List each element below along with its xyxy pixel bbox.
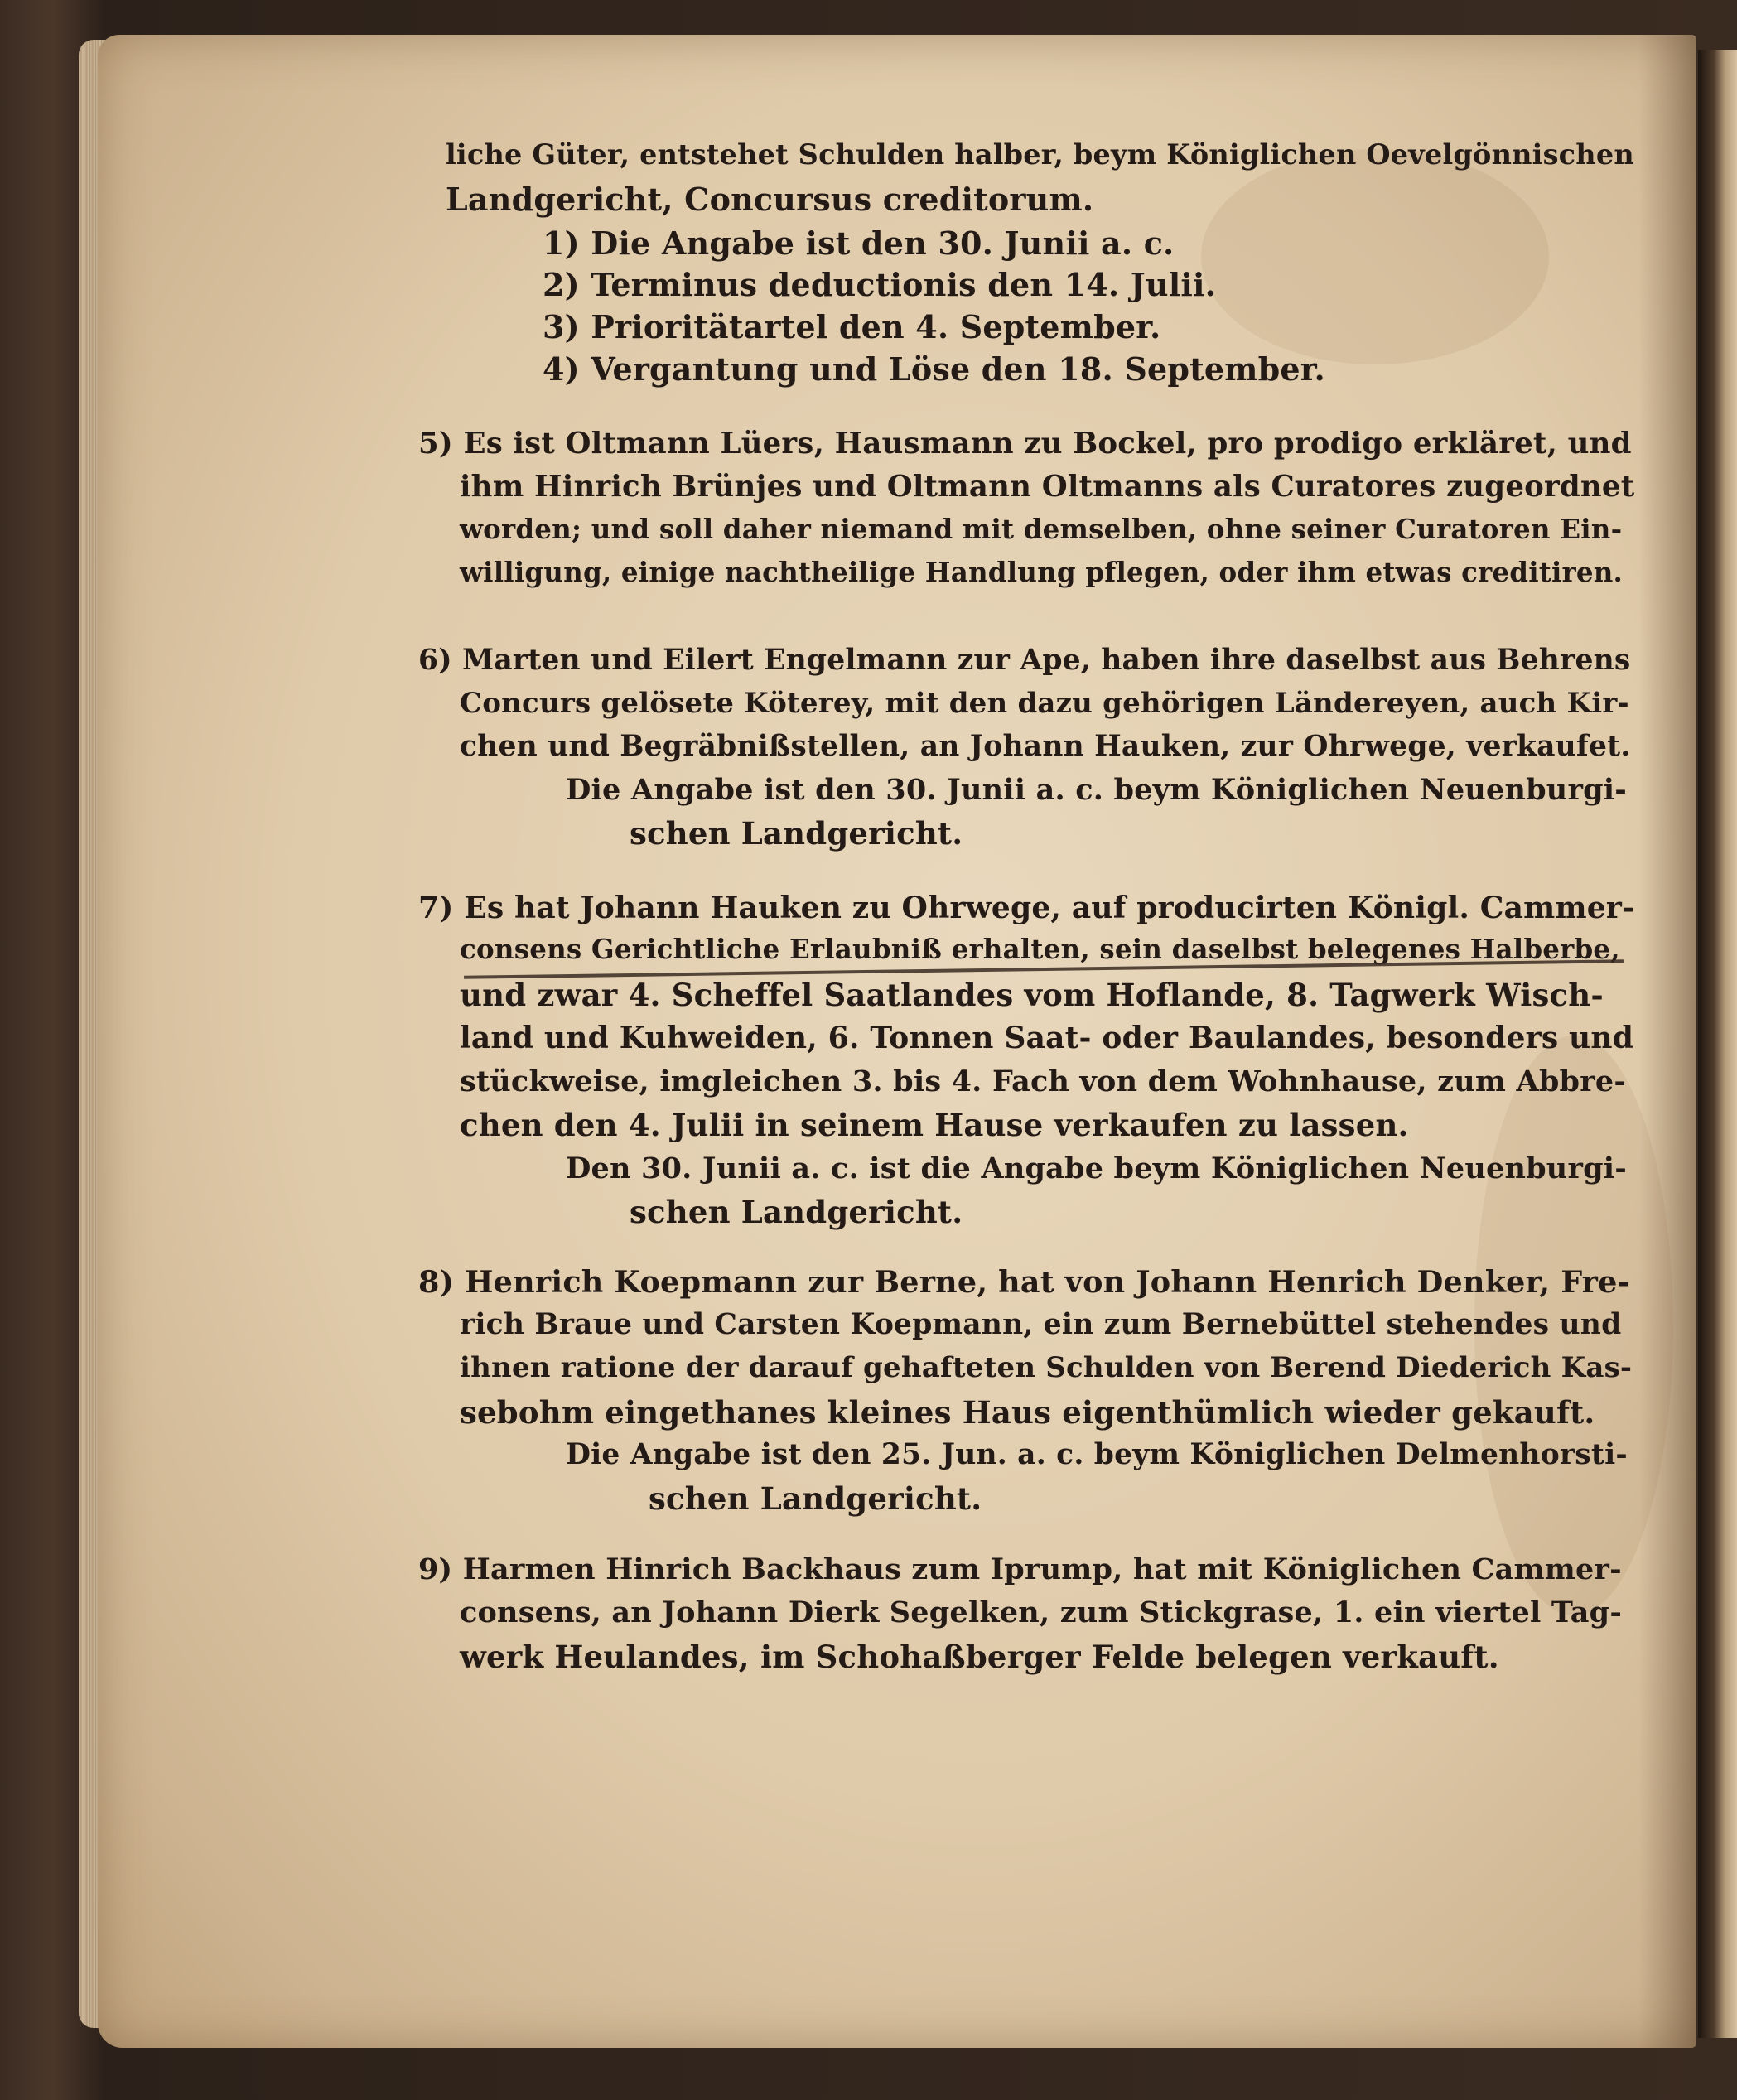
list-item: 4) Vergantung und Löse den 18. September. bbox=[543, 350, 1325, 388]
entry-7-line: 7) Es hat Johann Hauken zu Ohrwege, auf producirten Königl. Cammer- bbox=[418, 891, 1635, 925]
entry-8-line: Die Angabe ist den 25. Jun. a. c. beym Königlichen Delmenhorsti- bbox=[566, 1438, 1628, 1471]
entry-9-line: consens, an Johann Dierk Segelken, zum Stickgrase, 1. ein viertel Tag- bbox=[460, 1596, 1623, 1629]
entry-8-line: sebohm eingethanes kleines Haus eigenthümlich wieder gekauft. bbox=[460, 1394, 1595, 1431]
entry-8-line: 8) Henrich Koepmann zur Berne, hat von Johann Henrich Denker, Fre- bbox=[418, 1264, 1630, 1300]
entry-7-line: schen Landgericht. bbox=[630, 1194, 963, 1230]
entry-7-line: Den 30. Junii a. c. ist die Angabe beym Königlichen Neuenburgi- bbox=[566, 1151, 1627, 1185]
entry-9-line: werk Heulandes, im Schohaßberger Felde belegen verkauft. bbox=[460, 1639, 1499, 1675]
entry-8-line: rich Braue und Carsten Koepmann, ein zum Bernebüttel stehendes und bbox=[460, 1308, 1622, 1341]
entry-7-line: consens Gerichtliche Erlaubniß erhalten, sein daselbst belegenes Halberbe, bbox=[460, 933, 1620, 965]
list-item: 2) Terminus deductionis den 14. Julii. bbox=[543, 266, 1217, 303]
entry-8-line: schen Landgericht. bbox=[649, 1480, 982, 1517]
entry-9-line: 9) Harmen Hinrich Backhaus zum Iprump, hat mit Königlichen Cammer- bbox=[418, 1552, 1622, 1586]
entry-8-line: ihnen ratione der darauf gehafteten Schulden von Berend Diederich Kas- bbox=[460, 1351, 1633, 1384]
entry-7-line: und zwar 4. Scheffel Saatlandes vom Hoflande, 8. Tagwerk Wisch- bbox=[460, 977, 1604, 1013]
entry-6-line: schen Landgericht. bbox=[630, 815, 963, 852]
entry-7-line: land und Kuhweiden, 6. Tonnen Saat- oder Baulandes, besonders und bbox=[460, 1021, 1634, 1055]
entry-5-line: worden; und soll daher niemand mit demselben, ohne seiner Curatoren Ein- bbox=[460, 513, 1623, 545]
text-line: liche Güter, entstehet Schulden halber, beym Königlichen Oevelgönnischen bbox=[446, 138, 1634, 171]
entry-7-line: chen den 4. Julii in seinem Hause verkaufen zu lassen. bbox=[460, 1107, 1409, 1143]
entry-5-line: ihm Hinrich Brünjes und Oltmann Oltmanns als Curatores zugeordnet bbox=[460, 470, 1635, 504]
entry-5-line: willigung, einige nachtheilige Handlung pflegen, oder ihm etwas creditiren. bbox=[460, 556, 1624, 588]
list-item: 3) Prioritätartel den 4. September. bbox=[543, 308, 1161, 345]
entry-6-line: Die Angabe ist den 30. Junii a. c. beym Königlichen Neuenburgi- bbox=[566, 773, 1627, 807]
entry-6-line: chen und Begräbnißstellen, an Johann Hauken, zur Ohrwege, verkaufet. bbox=[460, 730, 1631, 763]
list-item: 1) Die Angabe ist den 30. Junii a. c. bbox=[543, 224, 1175, 262]
text-line: Landgericht, Concursus creditorum. bbox=[446, 181, 1094, 218]
entry-6-line: 6) Marten und Eilert Engelmann zur Ape, haben ihre daselbst aus Behrens bbox=[418, 644, 1631, 677]
entry-5-line: 5) Es ist Oltmann Lüers, Hausmann zu Bockel, pro prodigo erkläret, und bbox=[418, 427, 1632, 461]
entry-6-line: Concurs gelösete Köterey, mit den dazu gehörigen Ländereyen, auch Kir- bbox=[460, 687, 1629, 720]
entry-7-line: stückweise, imgleichen 3. bis 4. Fach von dem Wohnhause, zum Abbre- bbox=[460, 1064, 1627, 1098]
